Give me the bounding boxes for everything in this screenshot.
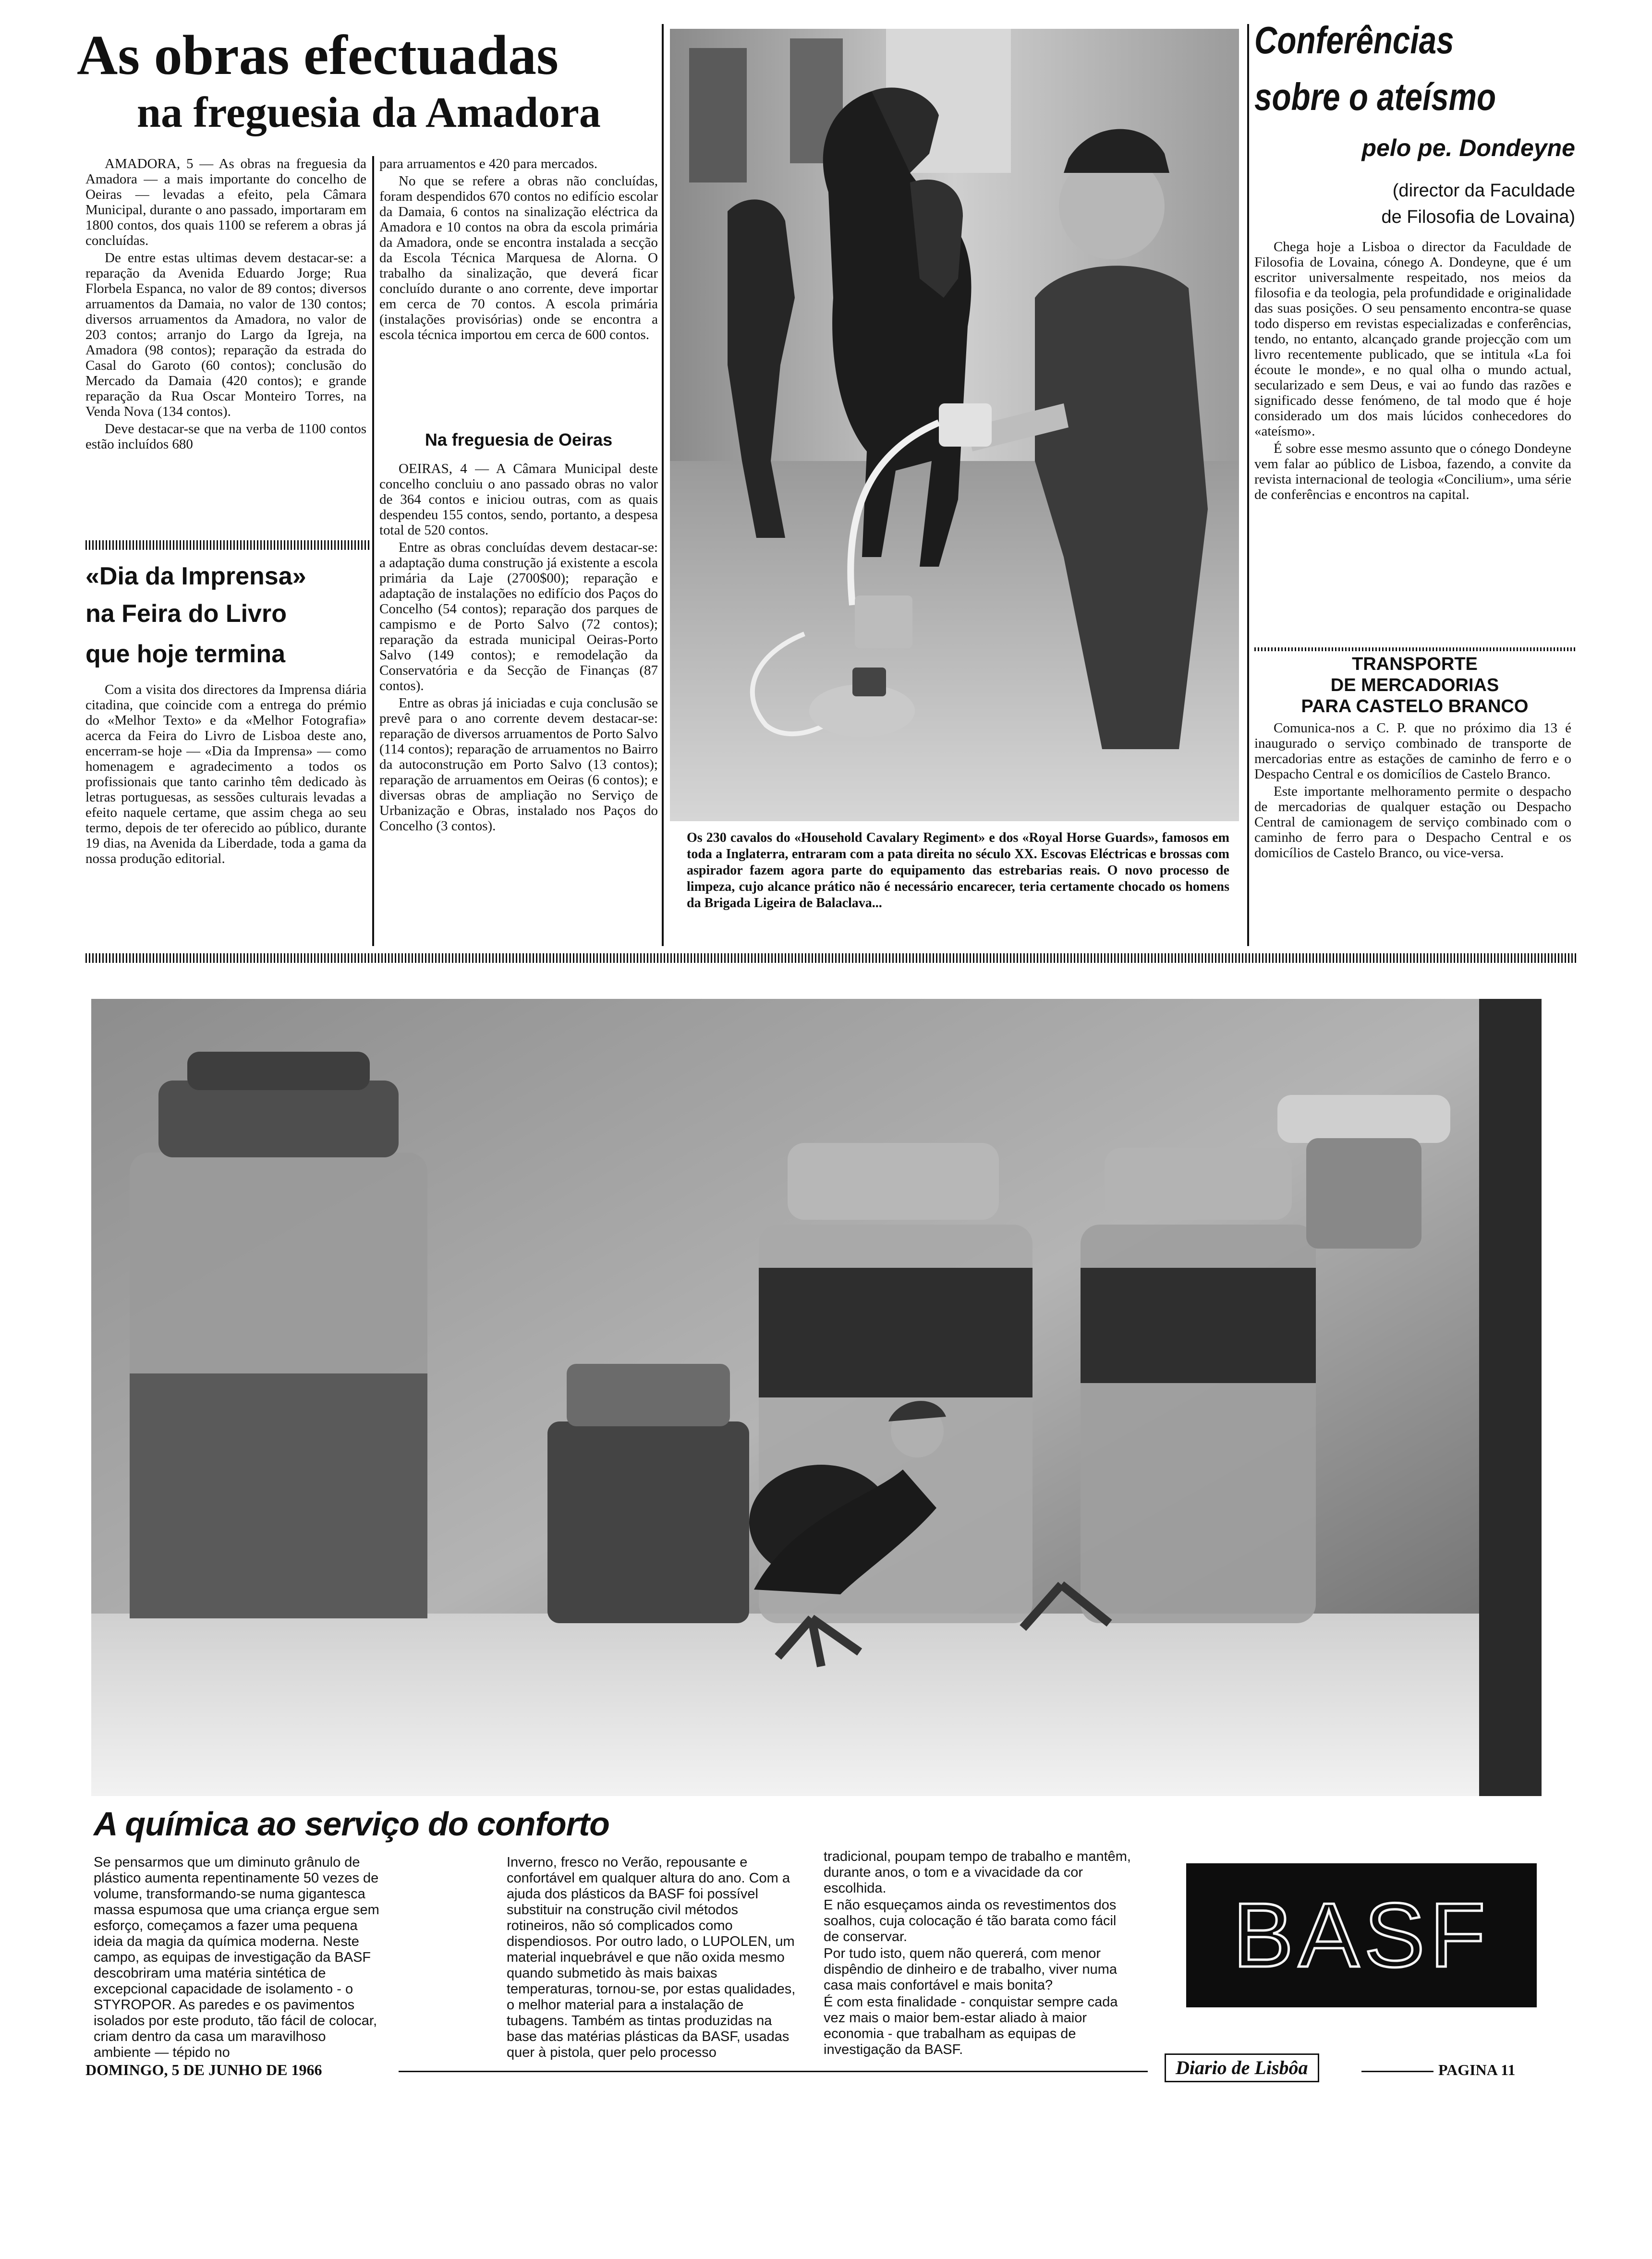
paragraph: E não esqueçamos ainda os revestimentos dos soalhos, cuja colocação é tão barata como fácil de conservar. [824, 1897, 1117, 1944]
paragraph: OEIRAS, 4 — A Câmara Municipal deste concelho concluiu o ano passado obras no valor de 364 contos e iniciou outras, com as quais despendeu 155 contos, sendo, portanto, a despesa total de 520 contos. [379, 461, 658, 538]
article-amadora-col1 [85, 156, 366, 454]
ad-photo-chemistry-jars [91, 999, 1542, 1796]
affiliation-line-2: de Filosofia de Lovaina) [1381, 207, 1575, 227]
footer-date: DOMINGO, 5 DE JUNHO DE 1966 [85, 2061, 322, 2078]
ad-photo-illustration [91, 999, 1542, 1796]
paragraph: De entre estas ultimas devem destacar-se: a reparação da Avenida Eduardo Jorge; Rua Florbela Espanca, no valor de 89 contos; diversos arruamentos da Damaia, no valor de 130 contos; diversos arruamentos da Amadora, no valor de 203 contos; arranjo do Largo da Igreja, na Amadora (98 contos); reparação da estrada do Casal do Garoto (60 contos); conclusão do Mercado da Damaia (420 contos); e grande reparação da Rua Oscar Monteiro Torres, na Venda Nova (134 contos). [85, 250, 366, 419]
article-amadora-col2 [379, 156, 658, 344]
paragraph: É com esta finalidade - conquistar sempre cada vez mais o maior bem-estar aliado à maior economia - que trabalham as equipas de investigação da BASF. [824, 1994, 1118, 2057]
headline-transporte-1: TRANSPORTE [1352, 654, 1478, 674]
headline-obras-amadora-1: As obras efectuadas [77, 24, 559, 86]
paragraph: Comunica-nos a C. P. que no próximo dia 13 é inaugurado o serviço combinado de transporte de mercadorias entre as estações de caminho de ferro e o Despacho Central e os domicílios de Castelo Branco. [1254, 720, 1571, 782]
headline-dia-imprensa-1: «Dia da Imprensa» [85, 562, 306, 590]
headline-conferencias-1: Conferências [1254, 19, 1454, 61]
paragraph: No que se refere a obras não concluídas, foram despendidos 670 contos no edifício escolar da Damaia, 6 contos na sinalização eléctrica da Amadora e 10 contos na obra da escola primária da Amadora, onde se encontra instalada a secção da Escola Técnica Marquesa de Alorna. O trabalho da sinalização, que deverá ficar concluído durante o ano corrente, deve importar em cerca de 70 contos. A escola primária (instalações provisórias) onde se encontra a escola técnica importou em cerca de 600 contos. [379, 173, 658, 342]
headline-transporte-2: DE MERCADORIAS [1330, 675, 1499, 695]
article-oeiras [379, 461, 658, 836]
column-rule [1247, 24, 1249, 946]
ad-text-col1: Se pensarmos que um diminuto grânulo de plástico aumenta repentinamente 50 vezes de volume, transformando-se numa gigantesca massa espumosa que uma criança ergue sem esforço, começamos a fazer uma pequena ideia da magia da química moderna. Neste campo, as equipas de investigação da BASF descobriram uma matéria sintética de excepcional capacidade de isolamento - o STYROPOR. As paredes e os pavimentos isolados por este produto, tão fácil de colocar, criam dentro da casa um maravilhoso ambiente — tépido no [94, 1855, 379, 2060]
article-dia-imprensa [85, 682, 366, 868]
article-conferencias [1254, 239, 1571, 504]
ad-headline: A química ao serviço do conforto [94, 1805, 609, 1843]
byline-dondeyne: pelo pe. Dondeyne [1361, 134, 1575, 161]
basf-logo: BASF [1232, 1884, 1491, 1986]
ad-text-col3 [824, 1849, 1131, 2059]
paragraph: Deve destacar-se que na verba de 1100 contos estão incluídos 680 [85, 421, 366, 452]
headline-transporte-3: PARA CASTELO BRANCO [1301, 696, 1529, 717]
affiliation-line-1: (director da Faculdade [1392, 181, 1575, 201]
paragraph: para arruamentos e 420 para mercados. [379, 156, 598, 171]
subhead-oeiras: Na freguesia de Oeiras [425, 430, 613, 449]
photo-horse-grooming [670, 29, 1239, 821]
photo-caption: Os 230 cavalos do «Household Cavalary Regiment» e dos «Royal Horse Guards», famosos em toda a Inglaterra, entraram com a pata direita no século XX. Escovas Eléctricas e brossas com aspirador fazem agora parte do equipamento das estrebarias reais. O novo processo de limpeza, cujo alcance prático não é necessário encarecer, teria certamente chocado os homens da Brigada Ligeira de Balaclava... [687, 830, 1229, 911]
paragraph: Este importante melhoramento permite o despacho de mercadorias de qualquer estação ou Despacho Central de camionagem de serviço combinado com o caminho de ferro para o Despacho Central e os domicílios de Castelo Branco, ou vice-versa. [1254, 784, 1571, 861]
photo-horse-illustration [670, 29, 1239, 821]
paragraph: É sobre esse mesmo assunto que o cónego Dondeyne vem falar ao público de Lisboa, fazendo, a convite da revista internacional de teologia «Concilium», uma série de conferências e encontros na capital. [1254, 441, 1571, 502]
headline-conferencias-2: sobre o ateísmo [1254, 75, 1496, 118]
paragraph: Por tudo isto, quem não quererá, com menor dispêndio de dinheiro e de trabalho, viver numa casa mais confortável e mais bonita? [824, 1946, 1118, 1993]
footer-rule-left [399, 2071, 1148, 2072]
ad-text-col2: Inverno, fresco no Verão, repousante e confortável em qualquer altura do ano. Com a ajuda dos plásticos da BASF foi possível substituir na construção civil métodos rotineiros, não só complicados como dispendiosos. Por outro lado, o LUPOLEN, um material inquebrável e que não oxida mesmo quando submetido às mais baixas temperaturas, tornou-se, por estas qualidades, o melhor material para a instalação de tubagens. Também as tintas produzidas na base das matérias plásticas da BASF, usadas quer à pistola, quer pelo processo [507, 1855, 796, 2060]
paragraph: Com a visita dos directores da Imprensa diária citadina, que coincide com a entrega do prémio do «Melhor Texto» e da «Melhor Fotografia» acerca da Feira do Livro de Lisboa deste ano, encerram-se hoje — «Dia da Imprensa» — como homenagem e agradecimento a todos os profissionais que tanto carinho têm dedicado às letras portuguesas, as sessões culturais levadas a efeito naquele certame, que assim chega ao seu termo, depois de ter oferecido ao público, durante 19 dias, na Avenida da Liberdade, toda a gama da nossa produção editorial. [85, 682, 366, 866]
basf-logo-box [1186, 1863, 1537, 2007]
column-rule [372, 156, 374, 946]
section-divider [1254, 647, 1575, 651]
paragraph: Entre as obras já iniciadas e cuja conclusão se prevê para o ano corrente devem destacar-se: reparação de diversos arruamentos de Porto Salvo (114 contos); reparação de arruamentos no Bairro da autoconstrução em Porto Salvo (13 contos); reparação de arruamentos em Oeiras (6 contos); e diversas obras de ampliação no Serviço de Urbanização e Obras, instalado nos Paços do Concelho (3 contos). [379, 695, 658, 834]
paragraph: Entre as obras concluídas devem destacar-se: a adaptação duma construção já existente a escola primária da Laje (2700$00); reparação e adaptação de instalações no edifício dos Paços do Concelho (54 contos); reparação dos parques de campismo e de Porto Salvo (72 contos); reparação da estrada municipal Oeiras-Porto Salvo (149 contos); e remodelação da Conservatória e da Secção de Finanças (87 contos). [379, 540, 658, 693]
section-divider [85, 540, 370, 550]
footer-masthead: Diario de Lisbôa [1165, 2053, 1319, 2082]
headline-obras-amadora-2: na freguesia da Amadora [137, 89, 601, 136]
paragraph: AMADORA, 5 — As obras na freguesia da Amadora — a mais importante do concelho de Oeiras — levadas a efeito, pela Câmara Municipal, durante o ano passado, importaram em 1800 contos, dos quais 1100 se referem a obras já concluídas. [85, 156, 366, 248]
footer-page-number: PAGINA 11 [1438, 2061, 1516, 2078]
footer-rule-right [1361, 2071, 1433, 2072]
paragraph: Chega hoje a Lisboa o director da Faculdade de Filosofia de Lovaina, cónego A. Dondeyne, que é um escritor universalmente respeitado, nos meios da filosofia e da teologia, pela profundidade e originalidade das suas posições. O seu pensamento encontra-se quase todo disperso em revistas especializadas e conferências, tendo, no entanto, alcançado grande projecção com um livro recentemente publicado, que se intitula «La foi écoute le monde», e no qual olha o mundo actual, secularizado e sem Deus, e vai ao fundo das razões e significado desse fenómeno, de tal modo que é hoje considerado um dos mais lúcidos conhecedores do «ateísmo». [1254, 239, 1571, 439]
headline-dia-imprensa-3: que hoje termina [85, 640, 286, 668]
column-rule [662, 24, 664, 946]
article-transporte [1254, 720, 1571, 862]
headline-dia-imprensa-2: na Feira do Livro [85, 600, 287, 628]
paragraph: tradicional, poupam tempo de trabalho e mantêm, durante anos, o tom e a vivacidade da cor escolhida. [824, 1849, 1131, 1896]
page-divider [85, 953, 1577, 963]
